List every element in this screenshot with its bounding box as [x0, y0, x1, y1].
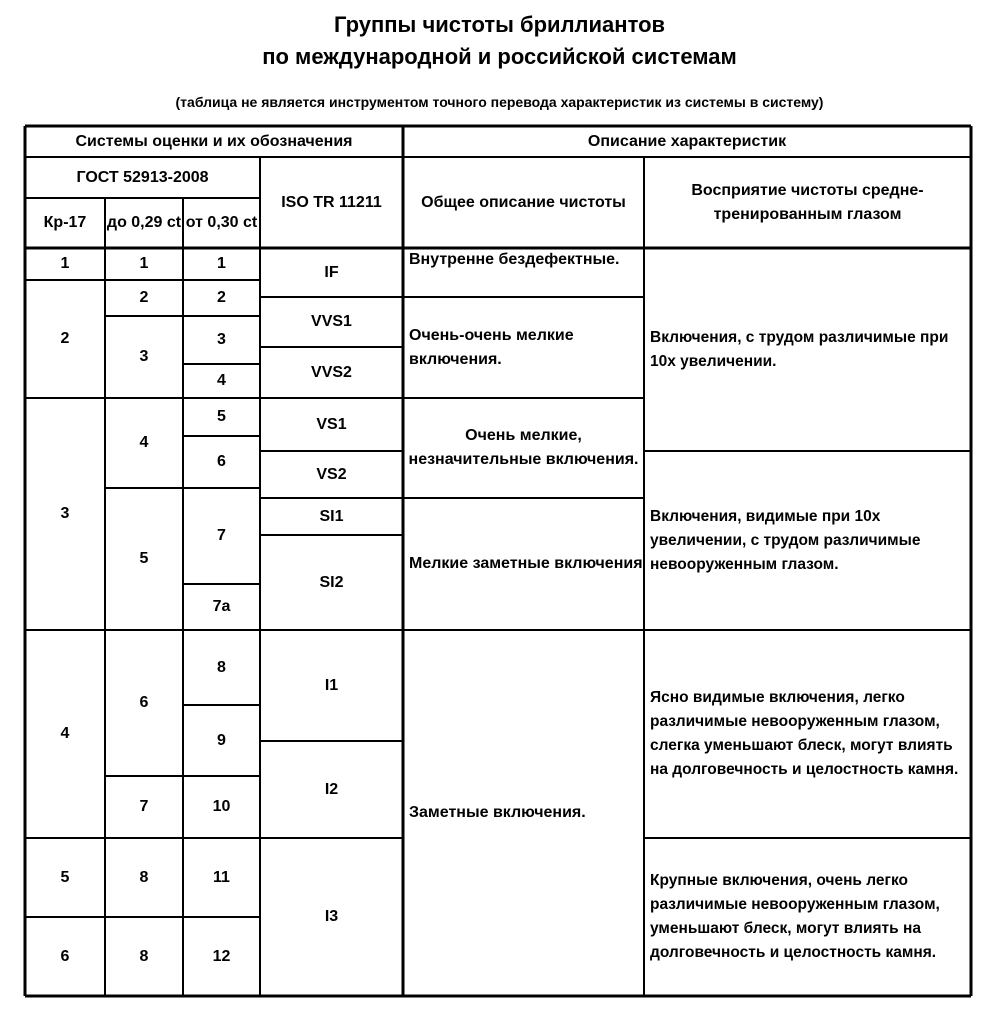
iso-cell — [260, 741, 403, 838]
from-cell — [183, 398, 260, 436]
perception-cell — [644, 451, 971, 630]
upto-cell — [105, 917, 183, 996]
iso-cell — [260, 838, 403, 996]
from-cell — [183, 364, 260, 398]
kr17-cell — [25, 917, 105, 996]
header-general — [403, 157, 644, 248]
page-title-line-2: по международной и российской системам — [262, 44, 737, 69]
general-cell-text: Очень-очень мелкие включения. — [409, 326, 574, 368]
from-cell — [183, 917, 260, 996]
from-cell — [183, 838, 260, 917]
from-cell-text: 11 — [213, 868, 230, 886]
page-subtitle: (таблица не является инструментом точного перевода характеристик из системы в систему) — [175, 94, 824, 110]
iso-cell — [260, 498, 403, 535]
kr17-cell-text: 2 — [60, 330, 70, 347]
upto-cell-text: 4 — [139, 434, 149, 451]
iso-cell-text: VVS2 — [311, 363, 352, 381]
upto-cell-text: 2 — [139, 289, 149, 306]
from-cell — [183, 488, 260, 584]
iso-cell-text: I3 — [324, 908, 339, 925]
perception-cell-text: Включения, видимые при 10х увеличении, с трудом различимые невооруженным глазом. — [650, 507, 921, 573]
perception-cell-text: Крупные включения, очень легко различимые невооруженным глазом, уменьшают блеск, могут влиять на долговечность и целостность камня. — [650, 872, 940, 961]
header-perception-text: Восприятие чистоты средне-тренированным глазом — [691, 181, 924, 223]
from-cell-text: 4 — [217, 372, 226, 389]
header-systems — [25, 126, 403, 157]
general-cell-text: Внутренне бездефектные. — [409, 251, 620, 268]
from-cell-text: 9 — [217, 731, 226, 749]
from-cell — [183, 776, 260, 838]
iso-cell-text: I1 — [324, 676, 339, 694]
upto-cell-text: 5 — [139, 550, 149, 567]
upto-cell — [105, 280, 183, 316]
iso-cell-text: IF — [324, 263, 339, 281]
general-cell — [403, 248, 644, 297]
iso-cell-text: VS1 — [316, 415, 347, 433]
upto-cell-text: 1 — [139, 255, 149, 272]
general-cell-text: Мелкие заметные включения — [409, 555, 643, 572]
from-cell-text: 5 — [217, 408, 226, 425]
from-cell-text: 2 — [217, 289, 226, 306]
kr17-cell — [25, 630, 105, 838]
header-upto-text: до 0,29 ct — [106, 214, 182, 231]
from-cell — [183, 280, 260, 316]
iso-cell-text: SI2 — [319, 573, 344, 591]
iso-cell-text: SI1 — [319, 507, 344, 525]
header-perception — [644, 157, 971, 248]
header-upto — [105, 198, 183, 248]
from-cell-text: 7а — [212, 598, 231, 615]
kr17-cell-text: 6 — [60, 947, 70, 965]
perception-cell — [644, 630, 971, 838]
from-cell-text: 8 — [217, 658, 226, 676]
header-iso-text: ISO TR 11211 — [281, 193, 382, 211]
from-cell-text: 6 — [217, 453, 226, 470]
perception-cell — [644, 248, 971, 451]
from-cell — [183, 630, 260, 705]
header-description — [403, 126, 971, 157]
iso-cell-text: I2 — [324, 780, 339, 798]
from-cell — [183, 436, 260, 488]
from-cell-text: 7 — [217, 527, 226, 544]
header-kr17-text: Кр-17 — [43, 214, 87, 231]
upto-cell-text: 8 — [139, 868, 149, 886]
upto-cell — [105, 488, 183, 630]
header-general-text: Общее описание чистоты — [421, 193, 626, 211]
header-gost — [25, 157, 260, 198]
iso-cell — [260, 451, 403, 498]
perception-cell-text: Включения, с трудом различимые при 10х увеличении. — [650, 328, 949, 370]
upto-cell-text: 3 — [139, 348, 149, 365]
upto-cell-text: 8 — [139, 947, 149, 965]
from-cell-text: 1 — [217, 255, 226, 272]
header-iso — [260, 157, 403, 248]
upto-cell — [105, 248, 183, 280]
perception-cell — [644, 838, 971, 996]
header-from — [183, 198, 260, 248]
general-cell-text: Очень мелкие, незначительные включения. — [408, 427, 639, 468]
kr17-cell — [25, 838, 105, 917]
kr17-cell-text: 3 — [60, 505, 70, 522]
upto-cell — [105, 776, 183, 838]
upto-cell-text: 7 — [139, 798, 149, 815]
upto-cell — [105, 838, 183, 917]
from-cell — [183, 316, 260, 364]
general-cell-text: Заметные включения. — [409, 804, 586, 821]
iso-cell — [260, 248, 403, 297]
general-cell — [403, 398, 644, 498]
iso-cell — [260, 535, 403, 630]
general-cell — [403, 297, 644, 398]
kr17-cell-text: 5 — [60, 868, 70, 886]
upto-cell — [105, 316, 183, 398]
upto-cell — [105, 630, 183, 776]
kr17-cell-text: 1 — [60, 255, 70, 272]
from-cell-text: 12 — [212, 947, 231, 965]
header-description-text: Описание характеристик — [587, 132, 787, 150]
header-gost-text: ГОСТ 52913-2008 — [76, 168, 209, 186]
kr17-cell — [25, 398, 105, 630]
iso-cell — [260, 347, 403, 398]
from-cell — [183, 248, 260, 280]
general-cell — [403, 630, 644, 996]
iso-cell — [260, 297, 403, 347]
kr17-cell-text: 4 — [60, 725, 70, 742]
page-title-line-1: Группы чистоты бриллиантов — [333, 12, 666, 37]
from-cell-text: 10 — [212, 798, 231, 815]
upto-cell — [105, 398, 183, 488]
general-cell — [403, 498, 644, 630]
kr17-cell — [25, 280, 105, 398]
iso-cell — [260, 630, 403, 741]
iso-cell-text: VS2 — [316, 465, 347, 483]
header-kr17 — [25, 198, 105, 248]
from-cell — [183, 705, 260, 776]
kr17-cell — [25, 248, 105, 280]
header-from-text: от 0,30 ct — [185, 214, 258, 231]
from-cell — [183, 584, 260, 630]
perception-cell-text: Ясно видимые включения, легко различимые невооруженным глазом, слегка уменьшают блеск, могут влиять на долговечность и целостность камня. — [650, 689, 959, 778]
from-cell-text: 3 — [217, 331, 226, 348]
header-systems-text: Системы оценки и их обозначения — [75, 132, 353, 150]
upto-cell-text: 6 — [139, 694, 149, 711]
iso-cell-text: VVS1 — [311, 313, 352, 330]
iso-cell — [260, 398, 403, 451]
